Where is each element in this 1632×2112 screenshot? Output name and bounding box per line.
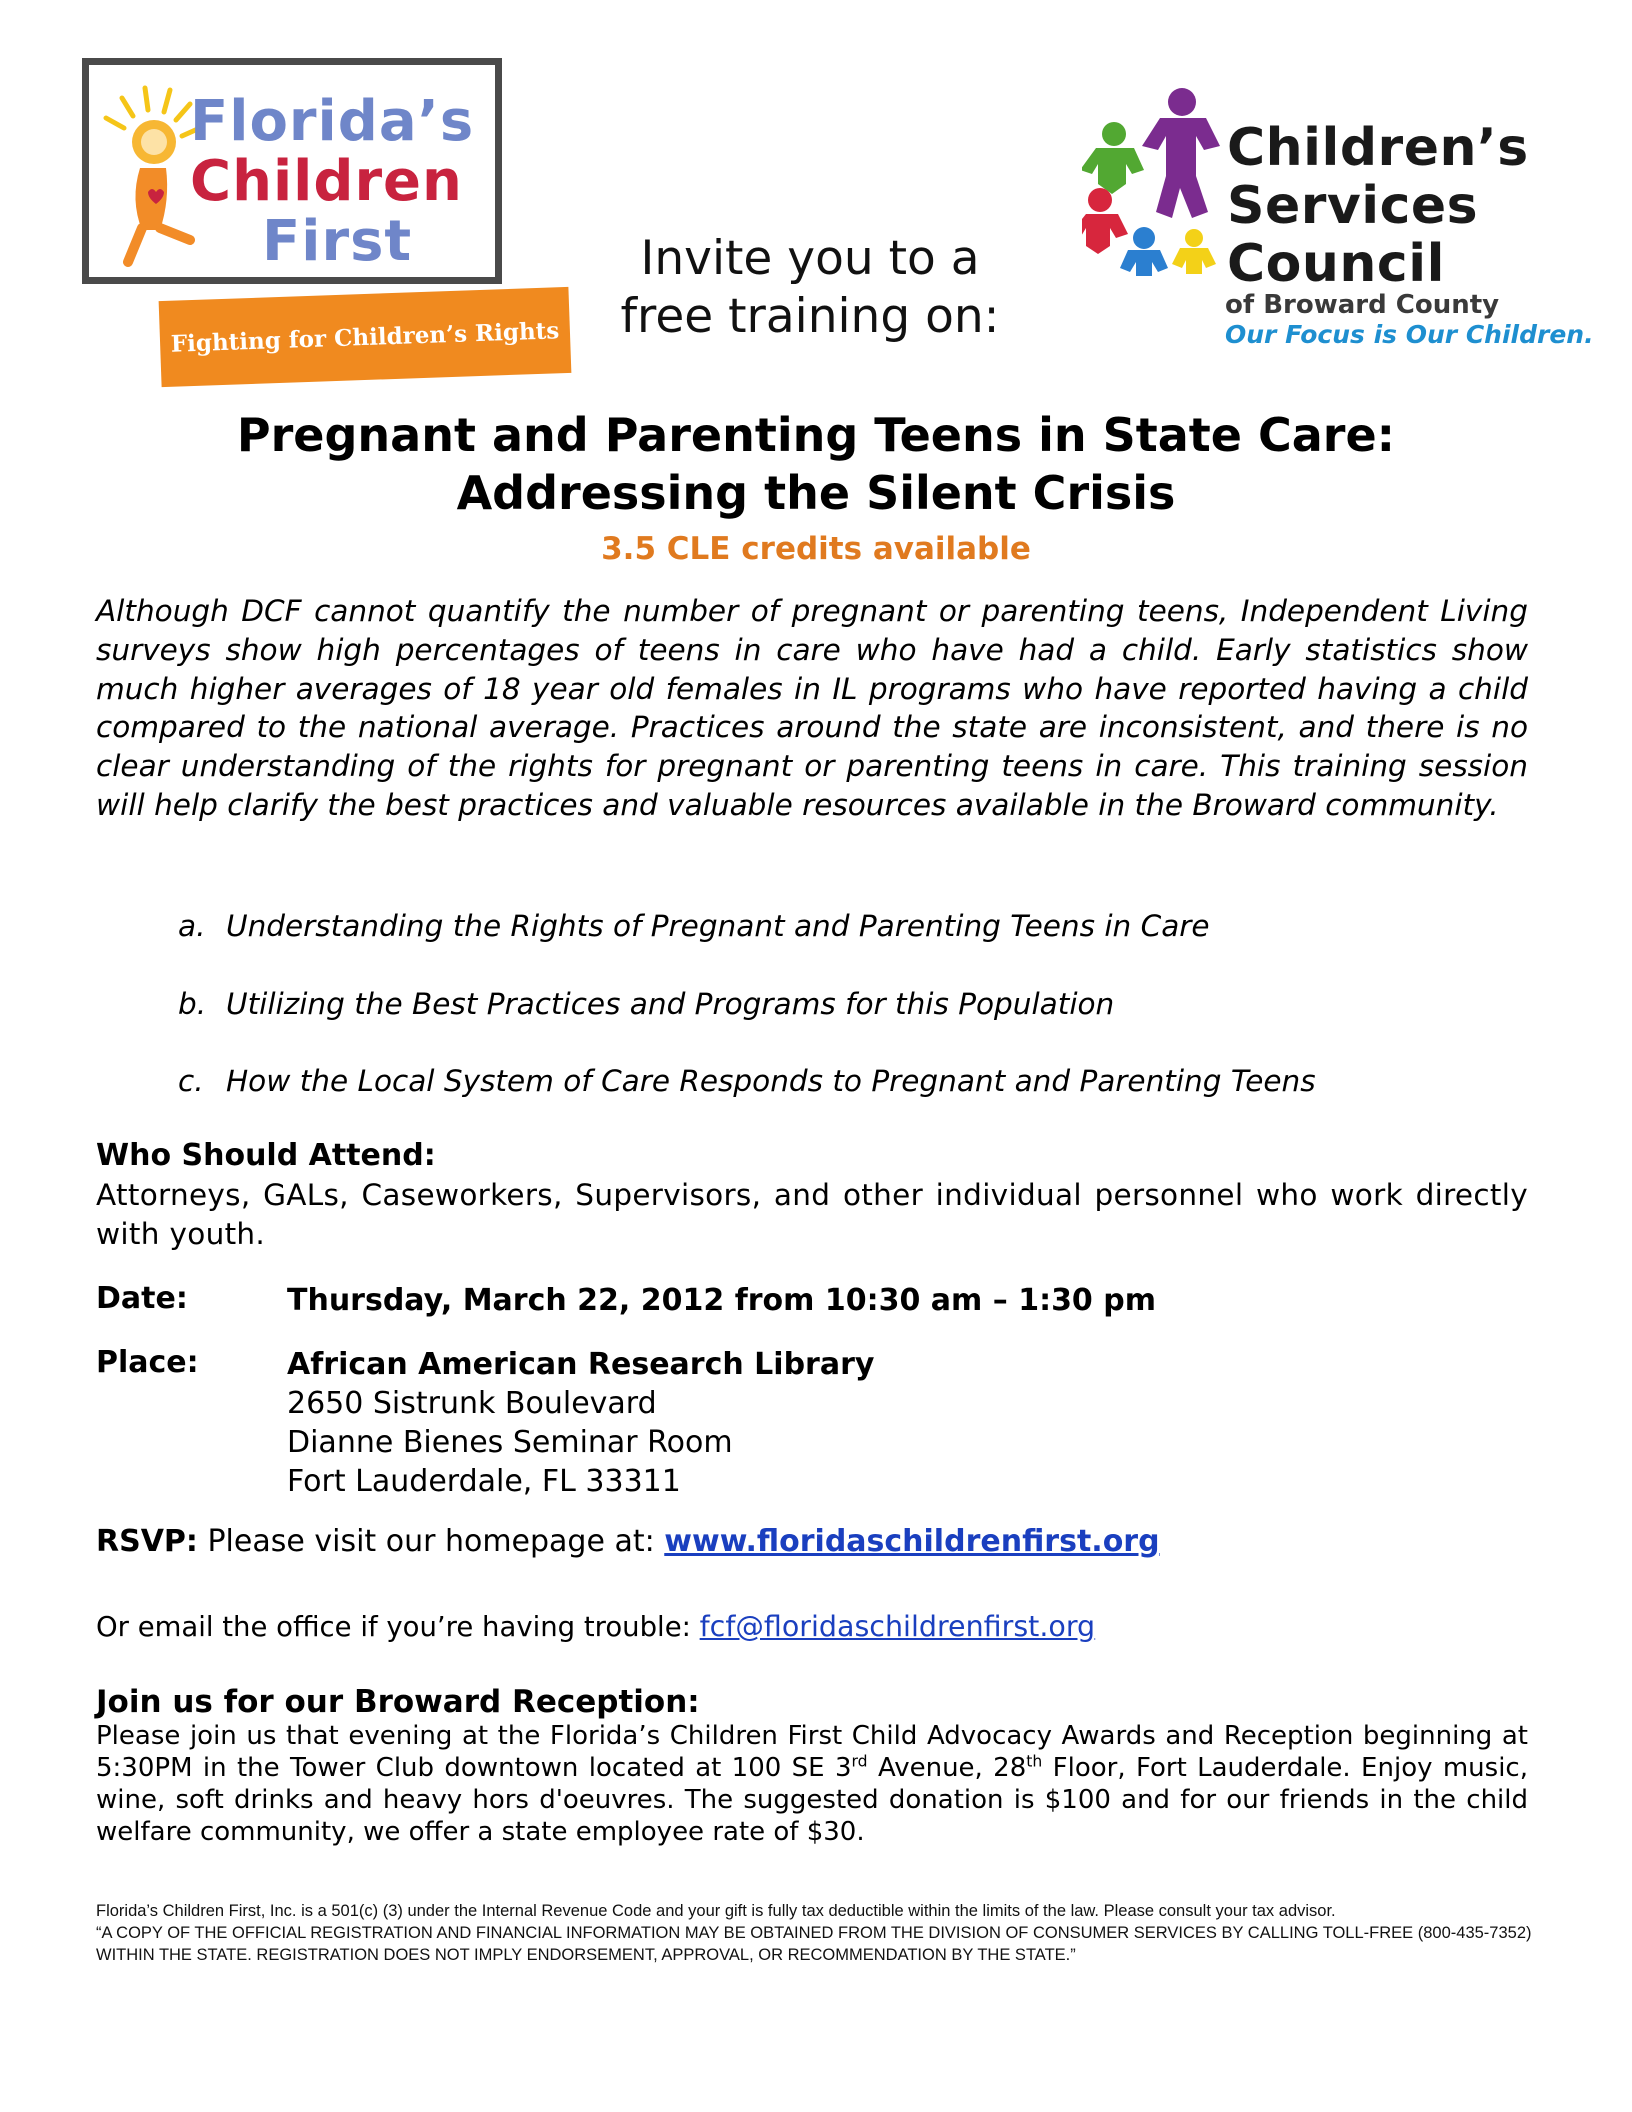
page-title xyxy=(0,406,1632,522)
logo-slogan: Our Focus is Our Children. xyxy=(1225,320,1594,349)
intro-paragraph: Although DCF cannot quantify the number of pregnant or parenting teens, Independent Living surveys show high percentages of teens in care who have had a child. Early statistics show much higher averages of 18 year old females in IL programs who have reported having a child compared to the national average. Practices around the state are inconsistent, and there is no clear understanding of the rights for pregnant or parenting teens in care. This training session will help clarify the best practices and valuable resources available in the Broward community. xyxy=(96,594,1528,822)
reception-heading: Join us for our Broward Reception: xyxy=(96,1684,700,1720)
footer-line-2: “A COPY OF THE OFFICIAL REGISTRATION AND FINANCIAL INFORMATION MAY BE OBTAINED FROM THE DIVISION OF CONSUMER SERVICES BY CALLING TOLL-FREE (800-435-7352) WITHIN THE STATE. REGISTRATION DOES NOT IMPLY ENDORSEMENT, APPROVAL, OR RECOMMENDATION BY THE STATE.” xyxy=(96,1924,1532,1964)
topic-item xyxy=(178,907,1210,945)
ordinal-suffix: th xyxy=(1026,1752,1043,1771)
place-street: 2650 Sistrunk Boulevard xyxy=(287,1386,657,1421)
logo-tagline: Fighting for Children’s Rights xyxy=(159,287,572,387)
place-address xyxy=(287,1345,874,1501)
logo-word-childrens: Children’s xyxy=(1227,118,1529,178)
who-should-attend-heading: Who Should Attend: xyxy=(96,1138,436,1173)
topic-letter: b. xyxy=(178,987,207,1021)
childrens-services-council-logo xyxy=(1082,88,1602,358)
topic-item xyxy=(178,1062,1316,1100)
rsvp-label: RSVP: xyxy=(96,1524,198,1559)
reception-text-part: Avenue, 28 xyxy=(867,1753,1027,1783)
footer-line-1: Florida’s Children First, Inc. is a 501(c) (3) under the Internal Revenue Code and your gift is fully tax deductible within the limits of the law. Please consult your tax advisor. xyxy=(96,1902,1336,1920)
place-room: Dianne Bienes Seminar Room xyxy=(287,1425,733,1460)
rsvp-row xyxy=(96,1524,1160,1559)
logo-word-council: Council xyxy=(1227,234,1445,294)
homepage-link[interactable]: www.floridaschildrenfirst.org xyxy=(664,1524,1160,1559)
reception-text xyxy=(96,1720,1528,1848)
logo-county: of Broward County xyxy=(1225,290,1500,320)
puzzle-people-icon xyxy=(1082,88,1232,288)
topic-letter: c. xyxy=(178,1064,204,1098)
topic-letter: a. xyxy=(178,909,206,943)
logo-word-floridas: Florida’s xyxy=(190,89,475,154)
legal-footer xyxy=(96,1900,1536,1966)
date-label: Date: xyxy=(96,1281,188,1316)
email-text: Or email the office if you’re having trouble: xyxy=(96,1611,691,1643)
topic-text: Utilizing the Best Practices and Programs for this Population xyxy=(226,987,1115,1021)
topic-text: Understanding the Rights of Pregnant and Parenting Teens in Care xyxy=(226,909,1210,943)
topic-item xyxy=(178,985,1114,1023)
reception-text-part: Floor, Fort Lauderdale. Enjoy music, wine, soft drinks and heavy hors d'oeuvres. The suggested donation is $100 and for our friends in the child welfare community, we offer a state employee rate of $30. xyxy=(96,1753,1528,1847)
invite-line-1: Invite you to a xyxy=(640,231,980,286)
invite-line-2: free training on: xyxy=(620,289,1000,344)
place-city: Fort Lauderdale, FL 33311 xyxy=(287,1464,681,1499)
invite-text xyxy=(600,230,1020,346)
reception-text-part: Please join us that evening at the Florida’s Children First Child Advocacy Awards and Reception beginning at 5:30PM in the Tower Club downtown located at 100 SE 3 xyxy=(96,1721,1528,1783)
place-label: Place: xyxy=(96,1345,199,1380)
title-line-1: Pregnant and Parenting Teens in State Care: xyxy=(236,408,1396,462)
email-link[interactable]: fcf@floridaschildrenfirst.org xyxy=(699,1610,1096,1643)
cle-credits: 3.5 CLE credits available xyxy=(601,531,1031,567)
email-row xyxy=(96,1610,1095,1643)
florida-childrens-first-logo xyxy=(82,58,572,388)
logo-word-children: Children xyxy=(190,149,463,214)
logo-word-services: Services xyxy=(1227,176,1479,236)
who-should-attend-text: Attorneys, GALs, Caseworkers, Supervisors, and other individual personnel who work directly with youth. xyxy=(96,1178,1528,1251)
logo-word-first: First xyxy=(262,209,413,274)
ordinal-suffix: rd xyxy=(851,1752,868,1771)
rsvp-text: Please visit our homepage at: xyxy=(207,1524,655,1559)
topic-text: How the Local System of Care Responds to Pregnant and Parenting Teens xyxy=(226,1064,1316,1098)
place-name: African American Research Library xyxy=(287,1347,875,1382)
title-line-2: Addressing the Silent Crisis xyxy=(456,466,1176,520)
date-value: Thursday, March 22, 2012 from 10:30 am – 1:30 pm xyxy=(287,1283,1156,1318)
